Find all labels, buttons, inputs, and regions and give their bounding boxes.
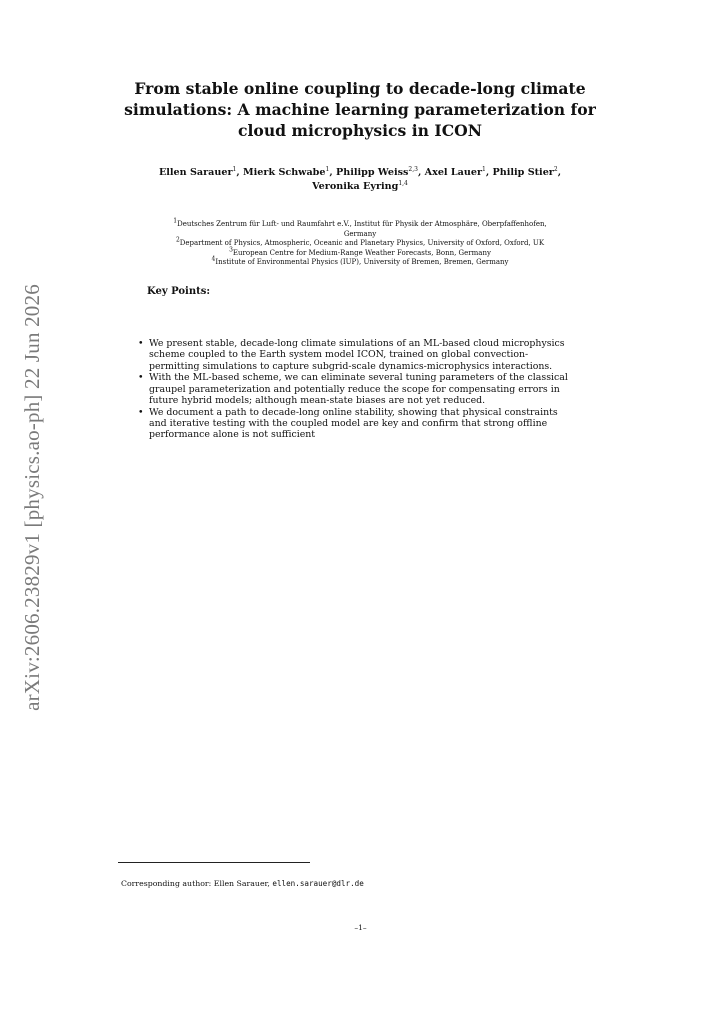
- author-separator: ,: [329, 167, 336, 178]
- key-point-text: With the ML-based scheme, we can eliminate several tuning parameters of the classical graupel parameterization and potentially reduce the scope for compensating errors in future hybrid models; although mean-state biases are not yet reduced.: [149, 372, 568, 406]
- author-name: Axel Lauer: [424, 167, 483, 178]
- bullet-icon: •: [138, 372, 144, 384]
- author-name: Ellen Sarauer: [158, 167, 233, 178]
- title-line-3: cloud microphysics in ICON: [238, 121, 482, 140]
- author-separator: ,: [236, 167, 244, 178]
- author-name: Philipp Weiss: [336, 167, 409, 178]
- arxiv-identifier-text: arXiv:2606.23829v1 [physics.ao-ph] 22 Jun 2026: [19, 283, 44, 711]
- author-affiliation-mark: 1: [232, 165, 237, 173]
- affiliation-3: [110, 246, 610, 259]
- author-name: Mierk Schwabe: [243, 167, 326, 178]
- author-name: Philip Stier: [492, 167, 554, 178]
- key-point-item: [138, 407, 578, 441]
- author-affiliation-mark: 2: [553, 165, 558, 173]
- arxiv-identifier-stamp: [17, 263, 47, 731]
- author-affiliation-mark: 2,3: [408, 165, 418, 173]
- affiliation-mark: 2: [175, 236, 180, 244]
- affiliation-mark: 3: [229, 246, 233, 254]
- page-number: –1–: [354, 923, 367, 932]
- affiliation-4: [110, 255, 610, 268]
- corresponding-author-footnote: [121, 879, 364, 888]
- affiliation-mark: 1: [173, 217, 178, 225]
- affiliation-2: [110, 236, 610, 249]
- bullet-icon: •: [138, 406, 144, 418]
- paper-title: [110, 78, 610, 141]
- key-points-heading: Key Points:: [147, 286, 211, 297]
- affiliation-1: [110, 217, 610, 230]
- author-affiliation-mark: 1: [325, 165, 330, 173]
- author-separator: ,: [485, 167, 493, 178]
- affiliation-text: European Centre for Medium-Range Weather Forecasts, Bonn, Germany: [232, 248, 491, 257]
- author-email-link[interactable]: ellen.sarauer@dlr.de: [272, 879, 364, 888]
- title-line-1: From stable online coupling to decade-long climate: [134, 79, 586, 98]
- author-name: Veronika Eyring: [312, 181, 399, 192]
- key-point-item: [138, 338, 578, 372]
- affiliation-text: Institute of Environmental Physics (IUP), University of Bremen, Bremen, Germany: [215, 258, 509, 266]
- affiliation-list: [110, 217, 610, 268]
- author-list: [110, 166, 610, 194]
- key-point-item: [138, 372, 578, 406]
- affiliation-1-continued: Germany: [343, 229, 377, 238]
- author-line-2: [110, 180, 610, 194]
- key-point-text: We present stable, decade-long climate simulations of an ML-based cloud microphysics scheme coupled to the Earth system model ICON, trained on global convection-permitting simulations to capture subgrid-scale dynamics-microphysics interactions.: [149, 338, 565, 372]
- author-separator: ,: [417, 167, 425, 178]
- affiliation-text: Deutsches Zentrum für Luft- und Raumfahrt e.V., Institut für Physik der Atmosphäre, Oberpfaffenhofen,: [177, 220, 547, 228]
- author-affiliation-mark: 1: [482, 165, 486, 173]
- key-points-list: [138, 338, 578, 441]
- author-separator: ,: [557, 167, 562, 178]
- author-affiliation-mark: 1,4: [398, 179, 408, 187]
- affiliation-mark: 4: [211, 255, 216, 263]
- affiliation-text: Department of Physics, Atmospheric, Oceanic and Planetary Physics, University of Oxford, Oxford, UK: [179, 239, 545, 247]
- footnote-label: Corresponding author: Ellen Sarauer,: [121, 879, 273, 888]
- footnote-divider: [118, 862, 310, 863]
- key-point-text: We document a path to decade-long online stability, showing that physical constraints and iterative testing with the coupled model are key and confirm that strong offline performance alone is not sufficient: [149, 406, 558, 441]
- bullet-icon: •: [138, 338, 144, 349]
- author-line-1: [110, 166, 610, 180]
- title-line-2: simulations: A machine learning parameterization for: [124, 100, 596, 119]
